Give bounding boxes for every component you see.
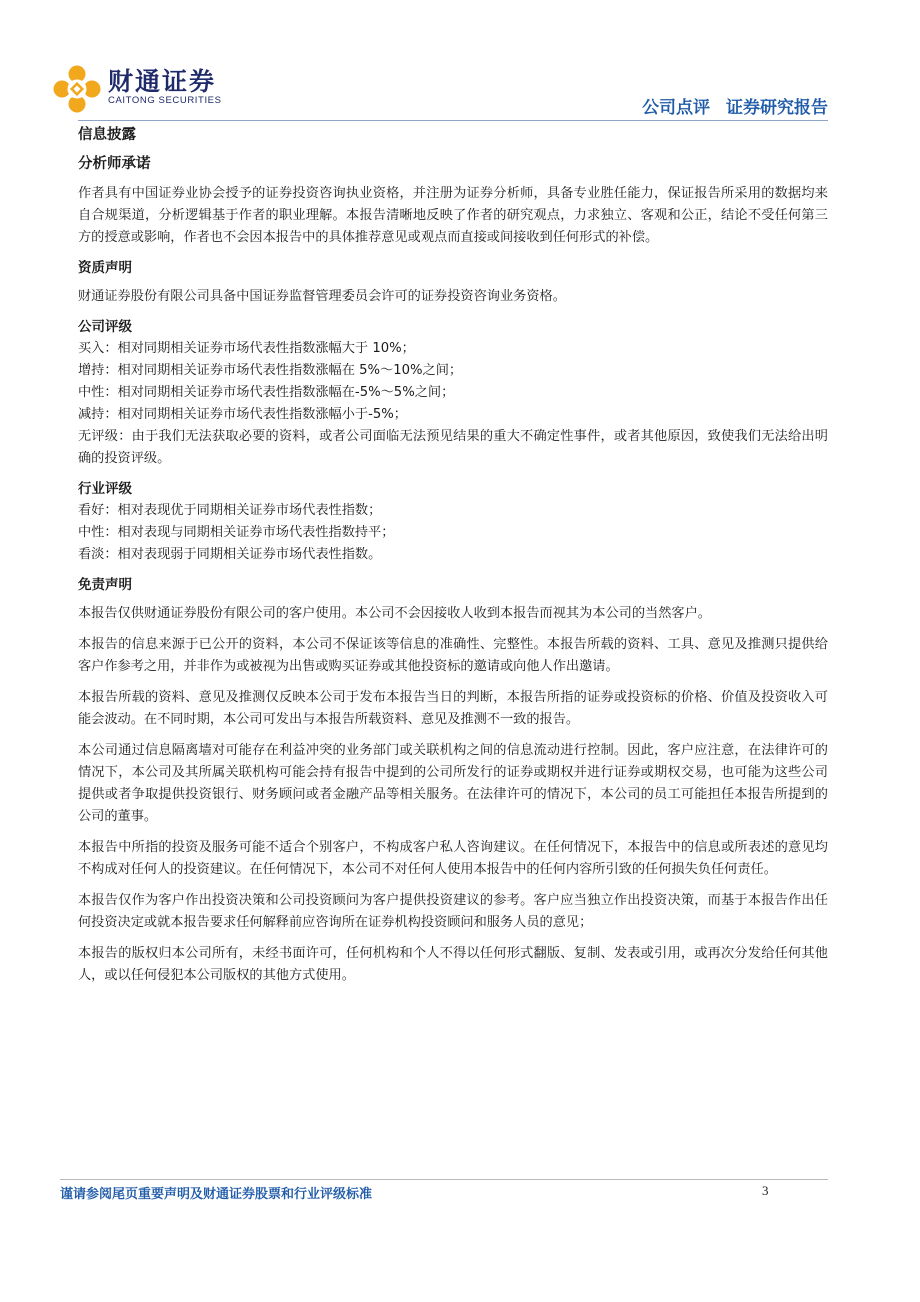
disclaimer-paragraph: 本报告仅供财通证券股份有限公司的客户使用。本公司不会因接收人收到本报告而视其为本公司的当然客户。 (78, 606, 711, 621)
report-type: 公司点评 (642, 98, 710, 118)
company-rating-item: 无评级：由于我们无法获取必要的资料，或者公司面临无法预见结果的重大不确定性事件，或者其他原因，致使我们无法给出明确的投资评级。 (78, 429, 828, 466)
caitong-logo-icon (52, 64, 102, 114)
disclosure-content (78, 124, 828, 987)
header-divider (78, 120, 828, 121)
footer-divider (60, 1179, 828, 1180)
disclaimer-title: 免责声明 (78, 577, 132, 593)
logo-english-name: CAITONG SECURITIES (108, 95, 222, 106)
disclaimer-paragraph: 本报告中所指的投资及服务可能不适合个别客户，不构成客户私人咨询建议。在任何情况下，本报告中的信息或所表述的意见均不构成对任何人的投资建议。在任何情况下，本公司不对任何人使用本报告中的任何内容所引致的任何损失负任何责任。 (78, 840, 828, 877)
logo-chinese-name: 财通证券 (108, 67, 217, 96)
industry-rating-item: 看淡：相对表现弱于同期相关证券市场代表性指数。 (78, 547, 382, 562)
disclosure-title: 信息披露 (78, 127, 136, 143)
company-rating-item: 增持：相对同期相关证券市场代表性指数涨幅在 5%～10%之间； (78, 363, 463, 378)
page-header (0, 0, 920, 120)
page-number: 3 (762, 1183, 769, 1198)
company-rating-title: 公司评级 (78, 319, 132, 335)
disclaimer-paragraph: 本公司通过信息隔离墙对可能存在利益冲突的业务部门或关联机构之间的信息流动进行控制。因此，客户应注意，在法律许可的情况下，本公司及其所属关联机构可能会持有报告中提到的公司所发行的证券或期权并进行证券或期权交易，也可能为这些公司提供或者争取提供投资银行、财务顾问或者金融产品等相关服务。在法律许可的情况下，本公司的员工可能担任本报告所提到的公司的董事。 (78, 743, 828, 824)
company-rating-item: 中性：相对同期相关证券市场代表性指数涨幅在-5%～5%之间； (78, 385, 455, 400)
industry-rating-title: 行业评级 (78, 481, 132, 497)
analyst-paragraph: 作者具有中国证券业协会授予的证券投资咨询执业资格，并注册为证券分析师，具备专业胜任能力，保证报告所采用的数据均来自合规渠道，分析逻辑基于作者的职业理解。本报告清晰地反映了作者的研究观点，力求独立、客观和公正，结论不受任何第三方的授意或影响，作者也不会因本报告中的具体推荐意见或观点而直接或间接收到任何形式的补偿。 (78, 186, 828, 245)
industry-rating-item: 中性：相对表现与同期相关证券市场代表性指数持平； (78, 525, 395, 540)
disclaimer-paragraph: 本报告的信息来源于已公开的资料，本公司不保证该等信息的准确性、完整性。本报告所载的资料、工具、意见及推测只提供给客户作参考之用，并非作为或被视为出售或购买证券或其他投资标的邀请或向他人作出邀请。 (78, 637, 828, 674)
qualification-title: 资质声明 (78, 260, 132, 276)
disclaimer-paragraph: 本报告仅作为客户作出投资决策和公司投资顾问为客户提供投资建议的参考。客户应当独立作出投资决策，而基于本报告作出任何投资决定或就本报告要求任何解释前应咨询所在证券机构投资顾问和服务人员的意见； (78, 893, 828, 930)
header-report-label (642, 98, 828, 118)
footer-notice: 谨请参阅尾页重要声明及财通证券股票和行业评级标准 (60, 1187, 373, 1202)
qualification-paragraph: 财通证券股份有限公司具备中国证券监督管理委员会许可的证券投资咨询业务资格。 (78, 289, 566, 304)
disclaimer-paragraph: 本报告的版权归本公司所有，未经书面许可，任何机构和个人不得以任何形式翻版、复制、发表或引用，或再次分发给任何其他人，或以任何侵犯本公司版权的其他方式使用。 (78, 946, 828, 983)
report-category: 证券研究报告 (726, 98, 828, 118)
analyst-title: 分析师承诺 (78, 156, 151, 172)
disclaimer-paragraph: 本报告所载的资料、意见及推测仅反映本公司于发布本报告当日的判断，本报告所指的证券或投资标的价格、价值及投资收入可能会波动。在不同时期，本公司可发出与本报告所载资料、意见及推测不一致的报告。 (78, 690, 828, 727)
company-rating-item: 减持：相对同期相关证券市场代表性指数涨幅小于-5%； (78, 407, 407, 422)
company-rating-item: 买入：相对同期相关证券市场代表性指数涨幅大于 10%； (78, 341, 415, 356)
industry-rating-item: 看好：相对表现优于同期相关证券市场代表性指数； (78, 503, 382, 518)
